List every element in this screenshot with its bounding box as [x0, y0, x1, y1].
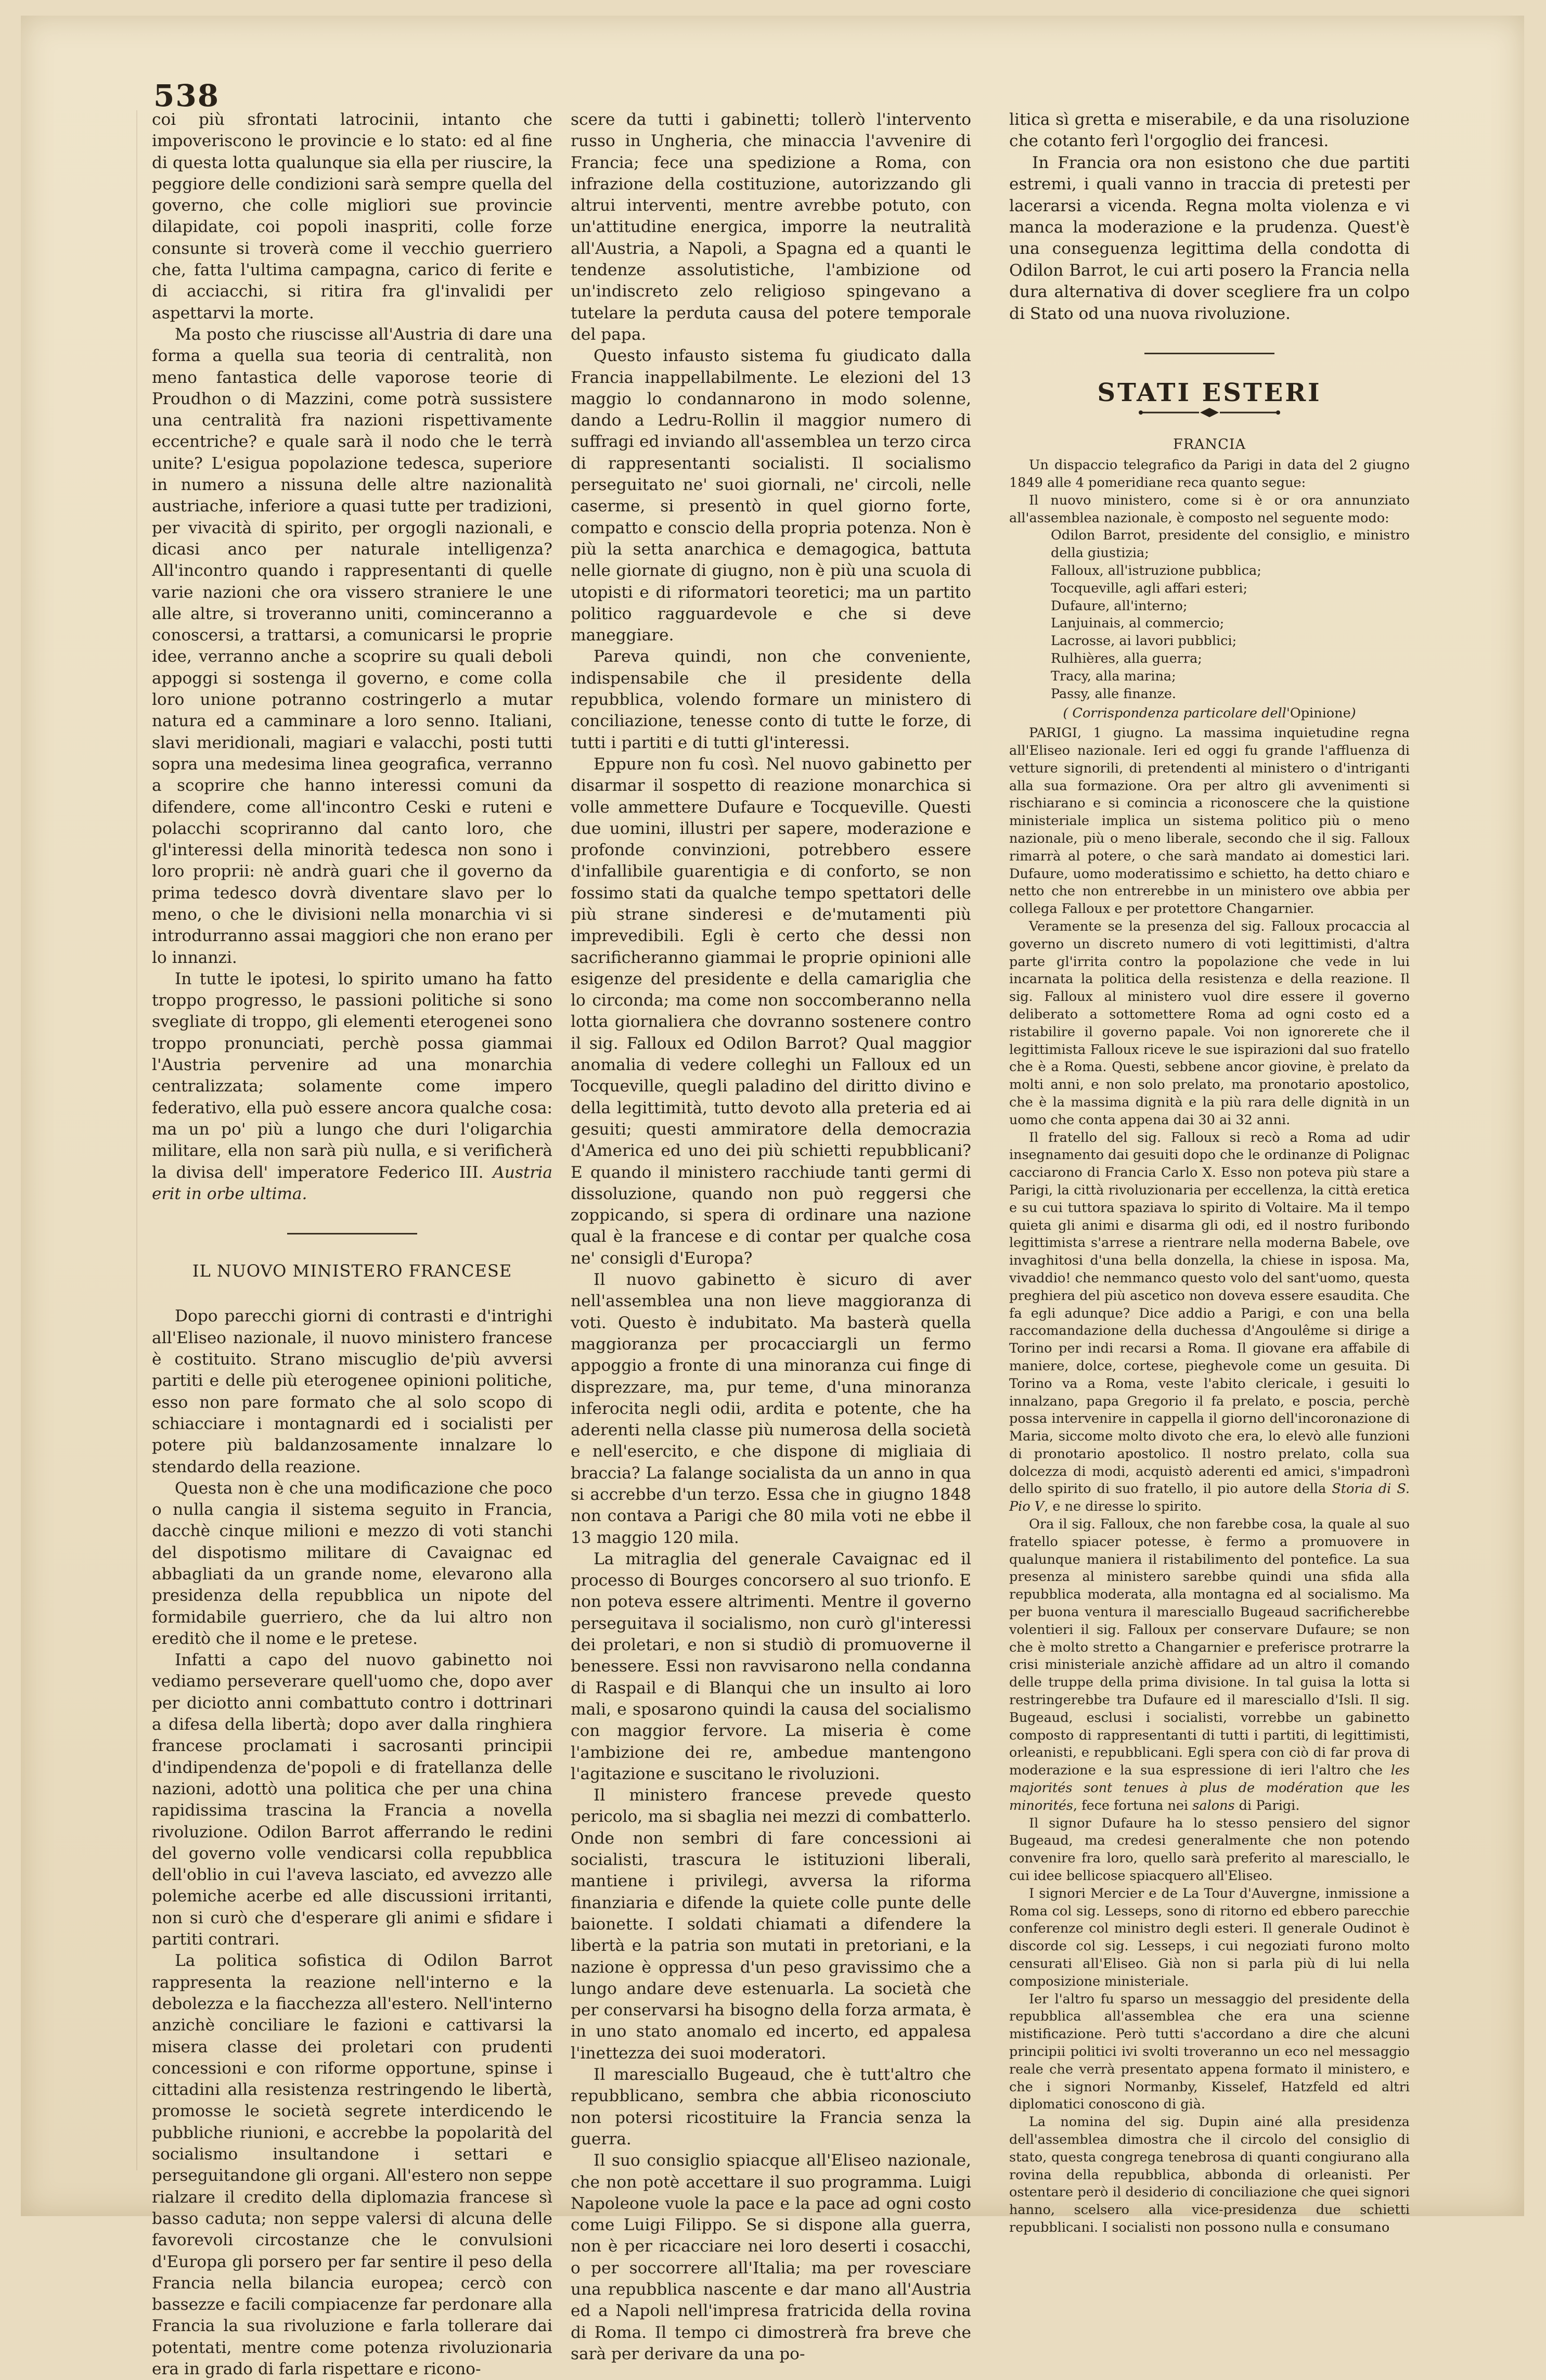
paragraph: litica sì gretta e miserabile, e da una risoluzione che cotanto ferì l'orgoglio dei francesi. — [1009, 110, 1410, 151]
paragraph: coi più sfrontati latrocinii, intanto che impoveriscono le provincie e lo stato: ed al fine di questa lotta qualunque sia ella per riuscire, la peggiore delle condizioni sarà sempre quella del governo, che colle migliori sue provincie dilapidate, coi popoli inaspriti, colle forze consunte si troverà come il vecchio guerriero che, fatta l'ultima campagna, carico di ferite e di acciacchi, si ritira fra gl'invalidi per aspettarvi la morte. — [152, 110, 552, 323]
list-item: Falloux, all'istruzione pubblica; — [1051, 563, 1261, 579]
page-number: 538 — [153, 78, 220, 113]
paragraph: Questo infausto sistema fu giudicato dalla Francia inappellabilmente. Le elezioni del 13 maggio lo condannarono in modo solenne, dando a Ledru-Rollin il maggior numero di suffragi ed inviando all'assemblea un terzo circa di rappresentanti socialisti. Il socialismo perseguitato ne' suoi giornali, ne' circoli, nelle caserme, si presentò in quel giorno forte, compatto e conscio della propria potenza. Non è più la setta anarchica e demagogica, battuta nelle giornate di giugno, non è più una scuola di utopisti e di riformatori teoretici; ma un partito politico ragguardevole e che si deve maneggiare. — [571, 346, 971, 645]
list-item: Lanjuinais, al commercio; — [1051, 615, 1225, 632]
latin-motto: Austria erit in orbe ultima. — [152, 1163, 552, 1203]
paragraph: Il nuovo gabinetto è sicuro di aver nell'assemblea una non lieve maggioranza di voti. Questo è indubitato. Ma basterà quella maggioranza per procacciargli un fermo appoggio a fronte di una minoranza cui finge di disprezzare, ma, pur teme, d'una minoranza inferocita negli odii, ardita e potente, che ha aderenti nella classe più numerosa della società e nell'esercito, e che dispone di migliaia di braccia? La falange socialista da un anno in qua si accrebbe d'un terzo. Essa che in giugno 1848 non contava a Parigi che 80 mila voti ne ebbe il 13 maggio 120 mila. — [571, 1270, 971, 1547]
paragraph: In Francia ora non esistono che due partiti estremi, i quali vanno in traccia di pretesti per lacerarsi a vicenda. Regna molta violenza e vi manca la moderazione e la prudenza. Quest'è una conseguenza legittima della condotta di Odilon Barrot, le cui arti posero la Francia nella dura alternativa di dover scegliere fra un colpo di Stato od una nuova rivoluzione. — [1009, 153, 1410, 323]
paragraph: Il signor Dufaure ha lo stesso pensiero del signor Bugeaud, ma credesi generalmente che non potendo convenire fra loro, quello sarà preferito al maresciallo, le cui idee bellicose spiacquero all'Eliseo. — [1009, 1815, 1410, 1884]
paragraph-text: , fece fortuna nei — [1073, 1797, 1189, 1813]
paragraph-text: Il fratello del sig. Falloux si recò a Roma ad udir insegnamento dai gesuiti dopo che le ordinanze di Polignac cacciarono di Francia Carlo X. Esso non poteva più stare a Parigi, la città rivoluzionaria per eccellenza, la città eretica e su cui tuttora spaziava lo spirito di Voltaire. Ma il tempo quieta gli animi e disarma gli odi, ed il nostro furibondo legittimista s'arrese a rientrare nella moderna Babele, ove invaghitosi d'una bella donzella, la chiese in isposa. Ma, vivaddio! che nemmanco questo volo del sant'uomo, questa preghiera del più ascetico non doveva essere esaudita. Che fa egli adunque? Dice addio a Parigi, e con una bella raccomandazione della duchessa d'Angoulême si dirige a Torino per indi recarsi a Roma. Il giovane era affabile di maniere, dolce, cortese, pieghevole come un gesuita. Di Torino va a Roma, veste l'abito clericale, i gesuiti lo innalzano, papa Gregorio il fa prelato, e poscia, perchè possa intervenire in cappella il giorno dell'incoronazione di Maria, siccome molto divoto che era, lo elevò alle funzioni di pronotario apostolico. Il nostro prelato, colla sua dolcezza di modi, acquistò aderenti ed amici, s'impadronì dello spirito di suo fratello, il pio autore della — [1009, 1129, 1410, 1497]
paragraph-text: La massima inquietudine regna all'Eliseo nazionale. Ieri ed oggi fu grande l'affluenza di vetture signorili, di pretendenti al ministero o d'intriganti alla sua formazione. Ora per altro gli avvenimenti si rischiarano e si comincia a riconoscere che la quistione ministeriale implica un sistema politico più o meno nazionale, più o meno liberale, secondo che il sig. Falloux rimarrà al potere, o che sarà mandato ai domestici lari. Dufaure, uomo moderatissimo e schietto, ha detto chiaro e netto che non entrerebbe in un ministero ove abbia per collega Falloux e per protettore Changarnier. — [1009, 725, 1410, 917]
paragraph: Il maresciallo Bugeaud, che è tutt'altro che repubblicano, sembra che abbia riconosciuto non potersi ricostituire la Francia senza la guerra. — [571, 2065, 971, 2149]
paragraph: Un dispaccio telegrafico da Parigi in data del 2 giugno 1849 alle 4 pomeridiane reca quanto segue: — [1009, 457, 1410, 491]
paragraph — [1009, 725, 1410, 918]
paragraph-text: di Parigi. — [1239, 1797, 1300, 1813]
column-1 — [152, 109, 552, 2380]
paragraph — [1009, 1516, 1410, 1815]
page-margin-shadow — [136, 110, 137, 2170]
column-2 — [571, 109, 971, 2365]
paragraph: Il nuovo ministero, come si è or ora annunziato all'assemblea nazionale, è composto nel seguente modo: — [1009, 492, 1410, 526]
book-title: Storia di S. Pio V — [1009, 1481, 1410, 1515]
paragraph — [1009, 1129, 1410, 1516]
paragraph: Veramente se la presenza del sig. Falloux procaccia al governo un discreto numero di voti legittimisti, d'altra parte gl'irrita contro la popolazione che vede in lui incarnata la politica della resistenza e della reazione. Il sig. Falloux al ministero vuol dire essere il governo deliberato a sottomettere Roma ad ogni costo ed a ristabilire il governo papale. Voi non ignorerete che il legittimista Falloux riceve le sue ispirazioni dal suo fratello che è a Roma. Questi, sebbene ancor giovine, è prelato da molti anni, e non solo prelato, ma pronotario apostolico, che è la massima dignità e la più rara delle dignità in un uomo che conta appena dai 30 ai 32 anni. — [1009, 918, 1410, 1128]
section-divider — [287, 1233, 417, 1234]
paragraph-text: In tutte le ipotesi, lo spirito umano ha fatto troppo progresso, le passioni politiche si sono svegliate di troppo, gli elementi eterogenei sono troppo pronunciati, perchè possa giammai l'Austria pervenire ad una monarchia centralizzata; solamente come impero federativo, ella può essere ancora qualche cosa: ma un po' più a lungo che duri l'oligarchia militare, ella non sarà più nulla, e si verificherà la divisa dell' imperatore Federico III. — [152, 969, 552, 1182]
corr-newspaper-name: Opinione — [1290, 705, 1351, 722]
foreign-news — [1009, 436, 1410, 2236]
corr-close: ) — [1350, 705, 1356, 722]
paragraph: Eppure non fu così. Nel nuovo gabinetto per disarmar il sospetto di reazione monarchica si volle ammettere Dufaure e Tocqueville. Questi due uomini, illustri per sapere, moderazione e profonde convinzioni, potrebbero essere d'infallibile guarentigia e di conforto, se non fossimo stati da qualche tempo spettatori delle più strane sinderesi e de'mutamenti più imprevedibili. Egli è certo che dessi non sacrificheranno giammai le proprie opinioni alle esigenze del presidente e della camariglia che lo circonda; ma come non soccomberanno nella lotta giornaliera che dovranno sostenere contro il sig. Falloux ed Odilon Barrot? Qual maggior anomalia di vedere colleghi un Falloux ed un Tocqueville, quegli paladino del diritto divino e della legittimità, tutto devoto alla preteria ed ai gesuiti; questi ammiratore della democrazia d'America ed uno dei più schietti repubblicani? E quando il ministero racchiude tanti germi di dissoluzione, quando non può reggersi che zoppicando, si spera di ordinare una nazione qual è la francese e di contar per qualche cosa ne' consigli d'Europa? — [571, 754, 971, 1268]
paragraph: La mitraglia del generale Cavaignac ed il processo di Bourges concorsero al suo trionfo. E non poteva essere altrimenti. Mentre il governo perseguitava il socialismo, non curò gl'interessi dei proletari, e non si studiò di promuoverne il benessere. Essi non ravvisarono nella condanna di Raspail e di Blanqui che un insulto ai loro mali, e sposarono quindi la causa del socialismo con maggior fervore. La miseria è come l'ambizione dei re, ambedue mantengono l'agitazione e suscitano le rivoluzioni. — [571, 1549, 971, 1783]
paragraph: scere da tutti i gabinetti; tollerò l'intervento russo in Ungheria, che minaccia l'avvenire di Francia; fece una spedizione a Roma, con infrazione della costituzione, autorizzando gli altrui interventi, mentre avrebbe potuto, con un'attitudine energica, imporre la neutralità all'Austria, a Napoli, a Spagna ed a quanti le tendenze assolutistiche, l'ambizione od un'indiscreto zelo religioso spingevano a tutelare la perduta causa del potere temporale del papa. — [571, 110, 971, 344]
list-item: Tocqueville, agli affari esteri; — [1051, 580, 1248, 596]
list-item: Dufaure, all'interno; — [1051, 598, 1188, 614]
list-item: Passy, alle finanze. — [1051, 686, 1177, 702]
paragraph: La nomina del sig. Dupin ainé alla presidenza dell'assemblea dimostra che il circolo del consiglio di stato, questa congrega tenebrosa di quanti congiurano alla rovina della repubblica, abbonda di orleanisti. Per ostentare però il desiderio di conciliazione che quei signori hanno, scelsero alla vice-presidenza due schietti repubblicani. I socialisti non possono nulla e consumano — [1009, 2114, 1410, 2235]
corr-text: ( Corrispondenza particolare dell' — [1063, 705, 1290, 722]
paragraph: Il suo consiglio spiacque all'Eliseo nazionale, che non potè accettare il suo programma. Luigi Napoleone vuole la pace e la pace ad ogni costo come Luigi Filippo. Se si dispone alla guerra, non è per ricacciare nei loro deserti i cosacchi, o per soccorrere all'Italia; ma per rovesciare una repubblica nascente e dar mano all'Austria ed a Napoli nell'impresa fratricida della rovina di Roma. Il tempo ci dimostrerà fra breve che sarà per derivare da una po- — [571, 2151, 971, 2363]
ornament-divider-icon — [1009, 407, 1410, 418]
paragraph: Questa non è che una modificazione che poco o nulla cangia il sistema seguito in Francia, dacchè cinque milioni e mezzo di voti stanchi del dispotismo militare di Cavaignac ed abbagliati da un grande nome, elevarono alla presidenza della repubblica un nipote del formidabile guerriero, che da lui altro non ereditò che il nome e le pretese. — [152, 1478, 552, 1648]
country-heading: FRANCIA — [1173, 436, 1246, 453]
section-divider — [1144, 353, 1274, 354]
paragraph: I signori Mercier e de La Tour d'Auvergne, inmissione a Roma col sig. Lesseps, sono di ritorno ed ebbero parecchie conferenze col ministro degli esteri. Il generale Oudinot è discorde col sig. Lesseps, i cui negoziati furono molto censurati all'Eliseo. Già non si parla più di lui nella composizione ministeriale. — [1009, 1885, 1410, 1989]
list-item: Odilon Barrot, presidente del consiglio, e ministro della giustizia; — [1051, 528, 1410, 561]
article-heading: IL NUOVO MINISTERO FRANCESE — [192, 1261, 512, 1281]
column-3 — [1009, 109, 1410, 2237]
list-item: Tracy, alla marina; — [1051, 668, 1176, 684]
list-item: Lacrosse, ai lavori pubblici; — [1051, 633, 1237, 649]
section-title: STATI ESTERI — [1097, 378, 1322, 408]
paragraph: Dopo parecchi giorni di contrasti e d'intrighi all'Eliseo nazionale, il nuovo ministero francese è costituito. Strano miscuglio de'più avversi partiti e delle più eterogenee opinioni politiche, esso non pare formato che al solo scopo di schiacciare i montagnardi ed i socialisti per potere più baldanzosamente innalzare lo stendardo della reazione. — [152, 1307, 552, 1476]
paragraph-text: , e ne diresse lo spirito. — [1044, 1499, 1202, 1515]
paragraph: Il ministero francese prevede questo pericolo, ma si sbaglia nei mezzi di combatterlo. Onde non sembri di fare concessioni ai socialisti, trascura le istituzioni liberali, mantiene i privilegi, avversa la riforma finanziaria e difende la quiete colle punte delle baionette. I soldati chiamati a difendere la libertà e la patria son mutati in pretoriani, e la nazione è oppressa d'un peso gravissimo che a lungo andare deve estenuarla. La società che per conservarsi ha bisogno della forza armata, è in uno stato anomalo ed incerto, ed appalesa l'inettezza dei suoi moderatori. — [571, 1786, 971, 2063]
paragraph: Infatti a capo del nuovo gabinetto noi vediamo perseverare quell'uomo che, dopo aver per diciotto anni combattuto contro i dottrinari a difesa della libertà; dopo aver dalla ringhiera francese proclamati i sacrosanti principii d'indipendenza de'popoli e di fratellanza delle nazioni, adottò una politica che per una china rapidissima trascina la Francia a novella rivoluzione. Odilon Barrot afferrando le redini del governo volle vendicarsi colla repubblica dell'oblio in cui l'aveva lasciato, ed avvezzo alle polemiche acerbe ed alle discussioni irritanti, non si curò che d'esperare gli animi e sfidare i partiti contrari. — [152, 1651, 552, 1949]
italic-word: salons — [1192, 1797, 1235, 1813]
paragraph: Ma posto che riuscisse all'Austria di dare una forma a quella sua teoria di centralità, non meno fantastica delle vaporose teorie di Proudhon o di Mazzini, come potrà sussistere una centralità fra nazioni rispettivamente eccentriche? e quale sarà il nodo che le terrà unite? L'esigua popolazione tedesca, superiore in numero a nissuna delle altre nazionalità austriache, inferiore a quasi tutte per tradizioni, per vivacità di spirito, per orgogli nazionali, e dicasi anco per naturale intelligenza? All'incontro quando i rappresentanti di quelle varie nazioni che ora vissero straniere le une alle altre, si troveranno uniti, cominceranno a conoscersi, a trattarsi, a comunicarsi le proprie idee, verranno anche a scoprire su quali deboli appoggi si sostenga il governo, e come colla loro unione potranno costringerlo a mutar natura ed a camminare a loro senno. Italiani, slavi meridionali, magiari e valacchi, posti tutti sopra una medesima linea geografica, verranno a scoprire che hanno interessi comuni da difendere, come all'incontro Ceski e ruteni e polacchi scopriranno dal canto loro, che gl'interessi della minorità tedesca non sono i loro proprii: nè andrà guari che il governo da prima tedesco dovrà diventare slavo per lo meno, o che le divisioni nella monarchia vi si introdurranno assai maggiori che non erano per lo innanzi. — [152, 325, 552, 967]
dateline: PARIGI, 1 giugno. — [1029, 725, 1164, 741]
correspondence-line — [1009, 705, 1410, 723]
list-item: Rulhières, alla guerra; — [1051, 651, 1202, 667]
paragraph: La politica sofistica di Odilon Barrot rappresenta la reazione nell'interno e la debolezza e la fiacchezza all'estero. Nell'interno anzichè conciliare le fazioni e cattivarsi la misera classe dei proletari con prudenti concessioni e con riforme opportune, spinse i cittadini alla resistenza restringendo le libertà, promosse le società segrete interdicendo le pubbliche riunioni, e accrebbe la popolarità del socialismo insultandone i settari e perseguitandone gli organi. All'estero non seppe rialzare il credito della diplomazia francese sì basso caduta; non seppe valersi di alcuna delle favorevoli circostanze che le convulsioni d'Europa gli porsero per far sentire il peso della Francia nella bilancia europea; cercò con bassezze e facili compiacenze far perdonare alla Francia la sua rivoluzione e farla tollerare dai potentati, mentre come potenza rivoluzionaria era in grado di farla rispettare e ricono- — [152, 1951, 552, 2378]
french-quote: les majorités sont tenues à plus de modération que les minorités — [1009, 1763, 1410, 1813]
paragraph-text: Ora il sig. Falloux, che non farebbe cosa, la quale al suo fratello spiacer potesse, è fermo a promuovere in qualunque maniera il ristabilimento del pontefice. La sua presenza al ministero sarebbe quindi una sfida alla repubblica moderata, alla montagna ed al socialismo. Ma per buona ventura il maresciallo Bugeaud sacrificherebbe volentieri il sig. Falloux per conservare Dufaure; se non che è molto stretto a Changarnier e preferisce protrarre la crisi ministeriale anzichè affidare ad un altro il comando delle truppe della prima divisione. In tal guisa la lotta si restringerebbe tra Dufaure ed il maresciallo d'Isli. Il sig. Bugeaud, esclusi i socialisti, vorrebbe un gabinetto composto di rappresentanti di tutti i partiti, di legittimisti, orleanisti, e repubblicani. Egli spera con ciò di far prova di moderazione e la sua espressione di ieri l'altro che — [1009, 1516, 1410, 1779]
paragraph — [152, 969, 552, 1205]
minister-list — [1051, 527, 1410, 703]
paragraph: Ier l'altro fu sparso un messaggio del presidente della repubblica all'assemblea che era una scienne mistificazione. Però tutti s'accordano a dire che alcuni principii politici ivi svolti troveranno un eco nel messaggio reale che verrà presentato appena formato il ministero, e che i signori Normanby, Kisselef, Hatzfeld ed altri diplomatici conoscono di già. — [1009, 1991, 1410, 2113]
paragraph: Pareva quindi, non che conveniente, indispensabile che il presidente della repubblica, volendo formare un ministero di conciliazione, tenesse conto di tutte le forze, di tutti i partiti e di tutti gl'interessi. — [571, 647, 971, 752]
